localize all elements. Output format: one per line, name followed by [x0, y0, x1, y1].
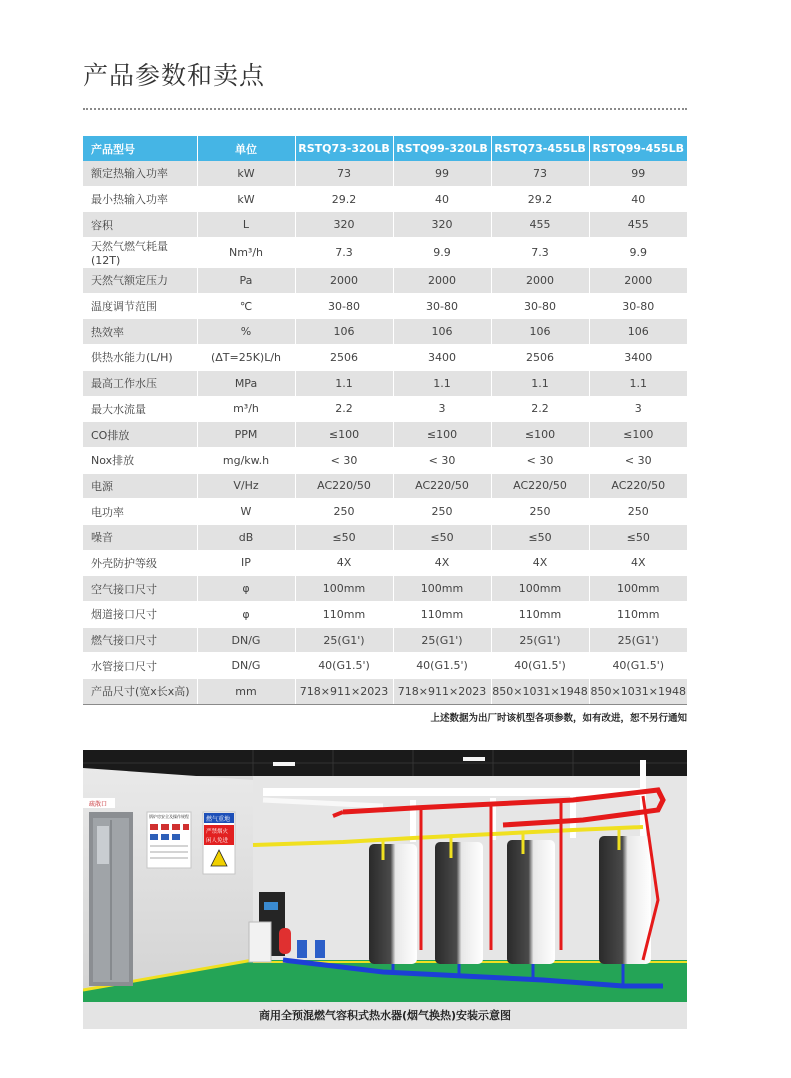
table-row	[83, 679, 687, 705]
value-cell: 850×1031×1948	[589, 679, 687, 705]
value-cell: 25(G1')	[393, 627, 491, 653]
unit-cell: m³/h	[197, 396, 295, 422]
value-cell: 1.1	[295, 370, 393, 396]
unit-cell: kW	[197, 161, 295, 186]
value-cell: ≤50	[491, 524, 589, 550]
heater-tank-1	[369, 844, 417, 964]
table-row	[83, 473, 687, 499]
value-cell: 100mm	[393, 576, 491, 602]
value-cell: 40(G1.5')	[589, 653, 687, 679]
table-row	[83, 161, 687, 186]
header-model: 产品型号	[83, 136, 197, 161]
value-cell: 30-80	[393, 293, 491, 319]
unit-cell: dB	[197, 524, 295, 550]
param-name-cell: 供热水能力(L/H)	[83, 345, 197, 371]
value-cell: 106	[589, 319, 687, 345]
param-name-cell: 天然气燃气耗量(12T)	[83, 238, 197, 268]
value-cell: 40	[589, 186, 687, 212]
notice-board-title: 锅炉房安全及操作规程	[149, 814, 189, 819]
value-cell: 110mm	[393, 602, 491, 628]
value-cell: AC220/50	[393, 473, 491, 499]
value-cell: 7.3	[295, 238, 393, 268]
value-cell: 100mm	[589, 576, 687, 602]
value-cell: 99	[589, 161, 687, 186]
header-model-1: RSTQ73-320LB	[295, 136, 393, 161]
unit-cell: kW	[197, 186, 295, 212]
value-cell: 250	[295, 499, 393, 525]
value-cell: 110mm	[589, 602, 687, 628]
value-cell: 40	[393, 186, 491, 212]
value-cell: 718×911×2023	[393, 679, 491, 705]
unit-cell: ℃	[197, 293, 295, 319]
value-cell: 99	[393, 161, 491, 186]
table-row	[83, 345, 687, 371]
value-cell: 320	[393, 212, 491, 238]
param-name-cell: CO排放	[83, 422, 197, 448]
value-cell: ≤100	[295, 422, 393, 448]
value-cell: 455	[491, 212, 589, 238]
value-cell: AC220/50	[491, 473, 589, 499]
heater-tank-4	[599, 836, 651, 964]
unit-cell: L	[197, 212, 295, 238]
value-cell: 1.1	[491, 370, 589, 396]
spec-table-body	[83, 161, 687, 704]
value-cell: 40(G1.5')	[295, 653, 393, 679]
param-name-cell: 电源	[83, 473, 197, 499]
value-cell: 850×1031×1948	[491, 679, 589, 705]
unit-cell: PPM	[197, 422, 295, 448]
header-model-4: RSTQ99-455LB	[589, 136, 687, 161]
value-cell: 3400	[589, 345, 687, 371]
value-cell: ≤50	[393, 524, 491, 550]
param-name-cell: 最小热输入功率	[83, 186, 197, 212]
heater-tank-3	[507, 840, 555, 964]
table-row	[83, 319, 687, 345]
value-cell: ≤100	[491, 422, 589, 448]
value-cell: 2000	[393, 268, 491, 294]
value-cell: AC220/50	[589, 473, 687, 499]
value-cell: 30-80	[295, 293, 393, 319]
heater-tanks	[369, 836, 651, 964]
value-cell: 455	[589, 212, 687, 238]
param-name-cell: 热效率	[83, 319, 197, 345]
value-cell: 250	[393, 499, 491, 525]
value-cell: 106	[393, 319, 491, 345]
table-row	[83, 268, 687, 294]
table-row	[83, 238, 687, 268]
value-cell: 73	[491, 161, 589, 186]
value-cell: 100mm	[295, 576, 393, 602]
unit-cell: (ΔT=25K)L/h	[197, 345, 295, 371]
value-cell: < 30	[393, 447, 491, 473]
param-name-cell: 燃气接口尺寸	[83, 627, 197, 653]
table-row	[83, 186, 687, 212]
value-cell: 29.2	[295, 186, 393, 212]
value-cell: 106	[295, 319, 393, 345]
unit-cell: DN/G	[197, 627, 295, 653]
heater-tank-2	[435, 842, 483, 964]
unit-cell: IP	[197, 550, 295, 576]
water-treatment-box	[249, 922, 271, 962]
param-name-cell: 产品尺寸(宽x长x高)	[83, 679, 197, 705]
unit-cell: mm	[197, 679, 295, 705]
exit-sign-text: 疏散口	[89, 801, 108, 808]
value-cell: ≤50	[295, 524, 393, 550]
value-cell: 25(G1')	[491, 627, 589, 653]
page-title: 产品参数和卖点	[83, 61, 266, 90]
warning-line-2: 闲人免进	[206, 838, 229, 844]
value-cell: 40(G1.5')	[491, 653, 589, 679]
value-cell: 25(G1')	[295, 627, 393, 653]
spec-table	[83, 136, 687, 705]
unit-cell: Pa	[197, 268, 295, 294]
table-row	[83, 293, 687, 319]
disclaimer-note: 上述数据为出厂时该机型各项参数，如有改进，恕不另行通知	[430, 713, 687, 724]
value-cell: ≤50	[589, 524, 687, 550]
param-name-cell: 外壳防护等级	[83, 550, 197, 576]
value-cell: 106	[491, 319, 589, 345]
value-cell: 25(G1')	[589, 627, 687, 653]
param-name-cell: 电功率	[83, 499, 197, 525]
unit-cell: mg/kw.h	[197, 447, 295, 473]
value-cell: 40(G1.5')	[393, 653, 491, 679]
spec-table-header	[83, 136, 687, 161]
unit-cell: Nm³/h	[197, 238, 295, 268]
value-cell: 73	[295, 161, 393, 186]
unit-cell: DN/G	[197, 653, 295, 679]
value-cell: 4X	[393, 550, 491, 576]
param-name-cell: 容积	[83, 212, 197, 238]
table-row	[83, 550, 687, 576]
param-name-cell: Nox排放	[83, 447, 197, 473]
value-cell: 2.2	[491, 396, 589, 422]
unit-cell: MPa	[197, 370, 295, 396]
value-cell: 250	[589, 499, 687, 525]
pump-2	[315, 940, 325, 958]
param-name-cell: 最高工作水压	[83, 370, 197, 396]
value-cell: ≤100	[589, 422, 687, 448]
value-cell: 29.2	[491, 186, 589, 212]
param-name-cell: 水管接口尺寸	[83, 653, 197, 679]
table-row	[83, 576, 687, 602]
value-cell: 4X	[589, 550, 687, 576]
value-cell: 3	[589, 396, 687, 422]
table-row	[83, 499, 687, 525]
header-model-2: RSTQ99-320LB	[393, 136, 491, 161]
unit-cell: φ	[197, 576, 295, 602]
value-cell: 100mm	[491, 576, 589, 602]
param-name-cell: 温度调节范围	[83, 293, 197, 319]
value-cell: AC220/50	[295, 473, 393, 499]
unit-cell: %	[197, 319, 295, 345]
table-row	[83, 422, 687, 448]
value-cell: 250	[491, 499, 589, 525]
param-name-cell: 空气接口尺寸	[83, 576, 197, 602]
value-cell: 30-80	[589, 293, 687, 319]
table-row	[83, 370, 687, 396]
value-cell: 2000	[295, 268, 393, 294]
value-cell: 4X	[295, 550, 393, 576]
header-unit: 单位	[197, 136, 295, 161]
value-cell: 2000	[491, 268, 589, 294]
value-cell: 30-80	[491, 293, 589, 319]
unit-cell: V/Hz	[197, 473, 295, 499]
unit-cell: W	[197, 499, 295, 525]
value-cell: < 30	[491, 447, 589, 473]
param-name-cell: 额定热输入功率	[83, 161, 197, 186]
value-cell: 7.3	[491, 238, 589, 268]
table-row	[83, 627, 687, 653]
value-cell: 4X	[491, 550, 589, 576]
value-cell: < 30	[589, 447, 687, 473]
table-row	[83, 524, 687, 550]
value-cell: < 30	[295, 447, 393, 473]
param-name-cell: 噪音	[83, 524, 197, 550]
value-cell: 1.1	[589, 370, 687, 396]
warning-title: 燃气重地	[206, 816, 231, 823]
value-cell: 718×911×2023	[295, 679, 393, 705]
value-cell: 9.9	[393, 238, 491, 268]
unit-cell: φ	[197, 602, 295, 628]
value-cell: 2506	[491, 345, 589, 371]
value-cell: 110mm	[295, 602, 393, 628]
table-row	[83, 447, 687, 473]
value-cell: 2.2	[295, 396, 393, 422]
pump-1	[297, 940, 307, 958]
value-cell: 320	[295, 212, 393, 238]
expansion-tank	[279, 928, 291, 954]
value-cell: ≤100	[393, 422, 491, 448]
warning-line-1: 严禁烟火	[206, 829, 229, 835]
value-cell: 1.1	[393, 370, 491, 396]
value-cell: 2000	[589, 268, 687, 294]
param-name-cell: 天然气额定压力	[83, 268, 197, 294]
table-row	[83, 212, 687, 238]
illustration-caption: 商用全预混燃气容积式热水器(烟气换热)安装示意图	[83, 1002, 687, 1029]
table-row	[83, 602, 687, 628]
value-cell: 3	[393, 396, 491, 422]
value-cell: 2506	[295, 345, 393, 371]
header-model-3: RSTQ73-455LB	[491, 136, 589, 161]
value-cell: 110mm	[491, 602, 589, 628]
value-cell: 3400	[393, 345, 491, 371]
installation-illustration	[83, 750, 687, 1002]
value-cell: 9.9	[589, 238, 687, 268]
title-divider	[83, 108, 687, 110]
table-row	[83, 396, 687, 422]
param-name-cell: 最大水流量	[83, 396, 197, 422]
table-row	[83, 653, 687, 679]
param-name-cell: 烟道接口尺寸	[83, 602, 197, 628]
